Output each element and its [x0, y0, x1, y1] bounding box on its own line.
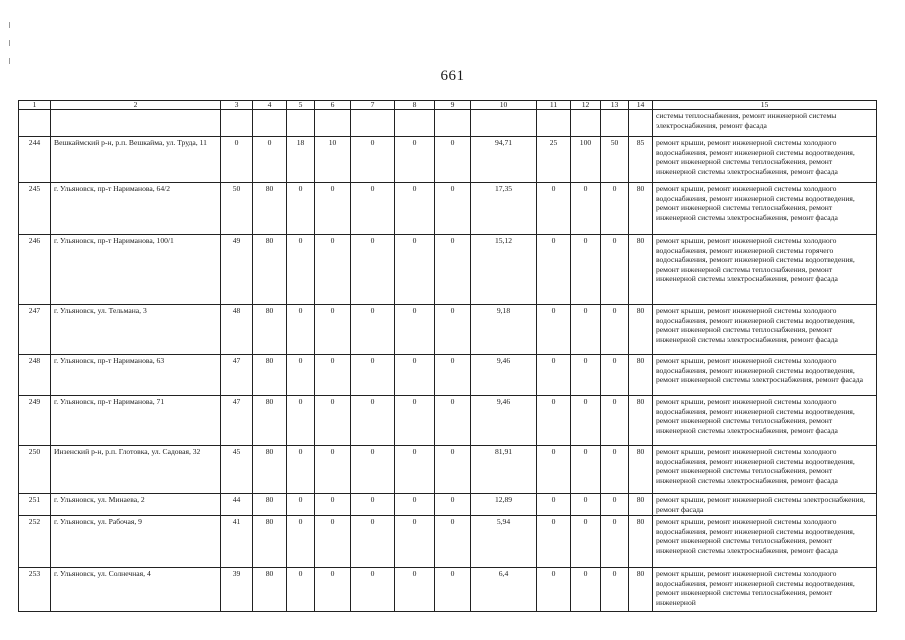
works-cell: ремонт крыши, ремонт инженерной системы холодного водоснабжения, ремонт инженерной системы горячего водоснабжения, ремонт инженерной системы водоотведения, ремонт инженерной системы теплоснабжения, ремонт инженерной системы электроснабжения, ремонт фасада — [653, 235, 877, 305]
value-cell-5: 0 — [287, 235, 315, 305]
empty-cell — [537, 110, 571, 137]
value-cell-13: 0 — [601, 396, 629, 446]
value-cell-5: 0 — [287, 516, 315, 568]
value-cell-11: 0 — [537, 494, 571, 516]
value-cell-11: 0 — [537, 235, 571, 305]
value-cell-10: 15,12 — [471, 235, 537, 305]
value-cell-7: 0 — [351, 516, 395, 568]
column-number-row — [19, 101, 877, 110]
value-cell-13: 0 — [601, 516, 629, 568]
value-cell-6: 0 — [315, 396, 351, 446]
value-cell-5: 0 — [287, 183, 315, 235]
address-cell: г. Ульяновск, пр-т Нариманова, 63 — [51, 355, 221, 396]
value-cell-3: 50 — [221, 183, 253, 235]
table-row — [19, 568, 877, 612]
value-cell-7: 0 — [351, 494, 395, 516]
table-row — [19, 137, 877, 183]
address-cell: г. Ульяновск, пр-т Нариманова, 64/2 — [51, 183, 221, 235]
empty-cell — [471, 110, 537, 137]
value-cell-11: 0 — [537, 446, 571, 494]
value-cell-14: 80 — [629, 305, 653, 355]
empty-cell — [571, 110, 601, 137]
value-cell-11: 0 — [537, 355, 571, 396]
value-cell-9: 0 — [435, 568, 471, 612]
value-cell-5: 0 — [287, 305, 315, 355]
row-number-cell: 251 — [19, 494, 51, 516]
value-cell-12: 100 — [571, 137, 601, 183]
works-cell: ремонт крыши, ремонт инженерной системы электроснабжения, ремонт фасада — [653, 494, 877, 516]
value-cell-5: 0 — [287, 568, 315, 612]
value-cell-3: 39 — [221, 568, 253, 612]
value-cell-9: 0 — [435, 494, 471, 516]
value-cell-12: 0 — [571, 446, 601, 494]
value-cell-5: 0 — [287, 355, 315, 396]
value-cell-10: 94,71 — [471, 137, 537, 183]
row-number-cell: 253 — [19, 568, 51, 612]
value-cell-14: 80 — [629, 396, 653, 446]
value-cell-4: 80 — [253, 235, 287, 305]
column-number-10: 10 — [471, 101, 537, 110]
row-number-cell: 248 — [19, 355, 51, 396]
value-cell-4: 80 — [253, 446, 287, 494]
column-number-8: 8 — [395, 101, 435, 110]
value-cell-4: 80 — [253, 494, 287, 516]
value-cell-3: 0 — [221, 137, 253, 183]
value-cell-14: 80 — [629, 355, 653, 396]
value-cell-14: 80 — [629, 446, 653, 494]
value-cell-5: 0 — [287, 494, 315, 516]
value-cell-5: 18 — [287, 137, 315, 183]
value-cell-12: 0 — [571, 494, 601, 516]
value-cell-6: 0 — [315, 516, 351, 568]
value-cell-13: 0 — [601, 305, 629, 355]
value-cell-7: 0 — [351, 305, 395, 355]
value-cell-7: 0 — [351, 235, 395, 305]
column-number-4: 4 — [253, 101, 287, 110]
value-cell-8: 0 — [395, 235, 435, 305]
column-number-2: 2 — [51, 101, 221, 110]
empty-cell — [629, 110, 653, 137]
address-cell: г. Ульяновск, пр-т Нариманова, 100/1 — [51, 235, 221, 305]
row-number-cell: 250 — [19, 446, 51, 494]
value-cell-12: 0 — [571, 396, 601, 446]
address-cell: Вешкаймский р-н, р.п. Вешкайма, ул. Труда, 11 — [51, 137, 221, 183]
value-cell-8: 0 — [395, 516, 435, 568]
value-cell-14: 80 — [629, 568, 653, 612]
table-row — [19, 396, 877, 446]
works-cell: ремонт крыши, ремонт инженерной системы холодного водоснабжения, ремонт инженерной системы водоотведения, ремонт инженерной системы теплоснабжения, ремонт инженерной системы электроснабжения, ремонт фасада — [653, 183, 877, 235]
address-cell: г. Ульяновск, ул. Солнечная, 4 — [51, 568, 221, 612]
value-cell-3: 44 — [221, 494, 253, 516]
value-cell-4: 80 — [253, 396, 287, 446]
empty-cell — [395, 110, 435, 137]
registry-table — [18, 100, 877, 612]
value-cell-11: 0 — [537, 183, 571, 235]
value-cell-12: 0 — [571, 305, 601, 355]
row-number-cell: 249 — [19, 396, 51, 446]
address-cell: Инзенский р-н, р.п. Глотовка, ул. Садовая, 32 — [51, 446, 221, 494]
value-cell-10: 17,35 — [471, 183, 537, 235]
value-cell-12: 0 — [571, 568, 601, 612]
column-number-14: 14 — [629, 101, 653, 110]
value-cell-14: 80 — [629, 183, 653, 235]
works-cell: ремонт крыши, ремонт инженерной системы холодного водоснабжения, ремонт инженерной системы водоотведения, ремонт инженерной системы теплоснабжения, ремонт инженерной системы электроснабжения, ремонт фасада — [653, 396, 877, 446]
table-row — [19, 446, 877, 494]
value-cell-9: 0 — [435, 396, 471, 446]
value-cell-10: 9,46 — [471, 355, 537, 396]
value-cell-10: 12,89 — [471, 494, 537, 516]
empty-cell — [315, 110, 351, 137]
value-cell-8: 0 — [395, 396, 435, 446]
value-cell-9: 0 — [435, 137, 471, 183]
works-cell: ремонт крыши, ремонт инженерной системы холодного водоснабжения, ремонт инженерной системы водоотведения, ремонт инженерной системы теплоснабжения, ремонт инженерной системы электроснабжения, ремонт фасада — [653, 446, 877, 494]
value-cell-3: 47 — [221, 355, 253, 396]
value-cell-4: 0 — [253, 137, 287, 183]
column-number-12: 12 — [571, 101, 601, 110]
value-cell-13: 0 — [601, 183, 629, 235]
empty-cell — [601, 110, 629, 137]
value-cell-14: 80 — [629, 516, 653, 568]
value-cell-4: 80 — [253, 568, 287, 612]
table-row — [19, 183, 877, 235]
value-cell-14: 80 — [629, 494, 653, 516]
value-cell-8: 0 — [395, 446, 435, 494]
value-cell-10: 5,94 — [471, 516, 537, 568]
value-cell-3: 45 — [221, 446, 253, 494]
value-cell-9: 0 — [435, 183, 471, 235]
value-cell-8: 0 — [395, 183, 435, 235]
value-cell-6: 0 — [315, 568, 351, 612]
value-cell-5: 0 — [287, 396, 315, 446]
value-cell-9: 0 — [435, 516, 471, 568]
value-cell-12: 0 — [571, 516, 601, 568]
value-cell-4: 80 — [253, 183, 287, 235]
works-cell: ремонт крыши, ремонт инженерной системы холодного водоснабжения, ремонт инженерной системы водоотведения, ремонт инженерной системы теплоснабжения, ремонт инженерной — [653, 568, 877, 612]
empty-cell — [253, 110, 287, 137]
table-row — [19, 355, 877, 396]
row-number-cell: 252 — [19, 516, 51, 568]
column-number-1: 1 — [19, 101, 51, 110]
value-cell-6: 0 — [315, 183, 351, 235]
value-cell-9: 0 — [435, 305, 471, 355]
value-cell-9: 0 — [435, 355, 471, 396]
value-cell-11: 0 — [537, 516, 571, 568]
row-number-cell: 244 — [19, 137, 51, 183]
value-cell-5: 0 — [287, 446, 315, 494]
value-cell-6: 0 — [315, 494, 351, 516]
value-cell-13: 0 — [601, 568, 629, 612]
value-cell-8: 0 — [395, 568, 435, 612]
value-cell-3: 41 — [221, 516, 253, 568]
value-cell-4: 80 — [253, 355, 287, 396]
column-number-15: 15 — [653, 101, 877, 110]
value-cell-7: 0 — [351, 396, 395, 446]
value-cell-14: 85 — [629, 137, 653, 183]
value-cell-4: 80 — [253, 305, 287, 355]
value-cell-8: 0 — [395, 305, 435, 355]
page-number: 661 — [440, 68, 465, 84]
value-cell-9: 0 — [435, 446, 471, 494]
value-cell-3: 49 — [221, 235, 253, 305]
empty-cell — [287, 110, 315, 137]
value-cell-4: 80 — [253, 516, 287, 568]
address-cell: г. Ульяновск, ул. Рабочая, 9 — [51, 516, 221, 568]
table-row — [19, 516, 877, 568]
value-cell-12: 0 — [571, 235, 601, 305]
value-cell-6: 0 — [315, 305, 351, 355]
column-number-11: 11 — [537, 101, 571, 110]
column-number-5: 5 — [287, 101, 315, 110]
value-cell-8: 0 — [395, 137, 435, 183]
value-cell-12: 0 — [571, 355, 601, 396]
value-cell-13: 50 — [601, 137, 629, 183]
column-number-6: 6 — [315, 101, 351, 110]
value-cell-6: 10 — [315, 137, 351, 183]
address-cell: г. Ульяновск, ул. Минаева, 2 — [51, 494, 221, 516]
empty-cell — [221, 110, 253, 137]
value-cell-3: 47 — [221, 396, 253, 446]
value-cell-10: 9,18 — [471, 305, 537, 355]
table-row — [19, 305, 877, 355]
value-cell-12: 0 — [571, 183, 601, 235]
value-cell-13: 0 — [601, 494, 629, 516]
value-cell-7: 0 — [351, 355, 395, 396]
value-cell-14: 80 — [629, 235, 653, 305]
value-cell-6: 0 — [315, 355, 351, 396]
works-cell: ремонт крыши, ремонт инженерной системы холодного водоснабжения, ремонт инженерной системы водоотведения, ремонт инженерной системы теплоснабжения, ремонт инженерной системы электроснабжения, ремонт фасада — [653, 305, 877, 355]
value-cell-10: 9,46 — [471, 396, 537, 446]
works-cell: ремонт крыши, ремонт инженерной системы холодного водоснабжения, ремонт инженерной системы водоотведения, ремонт инженерной системы теплоснабжения, ремонт инженерной системы электроснабжения, ремонт фасада — [653, 516, 877, 568]
address-cell: г. Ульяновск, пр-т Нариманова, 71 — [51, 396, 221, 446]
table-row — [19, 494, 877, 516]
value-cell-7: 0 — [351, 183, 395, 235]
value-cell-6: 0 — [315, 235, 351, 305]
value-cell-8: 0 — [395, 494, 435, 516]
empty-cell — [351, 110, 395, 137]
value-cell-11: 0 — [537, 568, 571, 612]
value-cell-11: 0 — [537, 305, 571, 355]
column-number-3: 3 — [221, 101, 253, 110]
value-cell-10: 81,91 — [471, 446, 537, 494]
value-cell-13: 0 — [601, 446, 629, 494]
address-cell: г. Ульяновск, ул. Тельмана, 3 — [51, 305, 221, 355]
value-cell-11: 25 — [537, 137, 571, 183]
value-cell-3: 48 — [221, 305, 253, 355]
column-number-7: 7 — [351, 101, 395, 110]
empty-cell — [51, 110, 221, 137]
value-cell-8: 0 — [395, 355, 435, 396]
row-number-cell: 246 — [19, 235, 51, 305]
value-cell-10: 6,4 — [471, 568, 537, 612]
row-number-cell: 245 — [19, 183, 51, 235]
value-cell-13: 0 — [601, 235, 629, 305]
continuation-row — [19, 110, 877, 137]
works-cell: ремонт крыши, ремонт инженерной системы холодного водоснабжения, ремонт инженерной системы водоотведения, ремонт инженерной системы теплоснабжения, ремонт инженерной системы электроснабжения, ремонт фасада — [653, 137, 877, 183]
column-number-9: 9 — [435, 101, 471, 110]
value-cell-7: 0 — [351, 446, 395, 494]
value-cell-11: 0 — [537, 396, 571, 446]
table-row — [19, 235, 877, 305]
works-cell: системы теплоснабжения, ремонт инженерной системы электроснабжения, ремонт фасада — [653, 110, 877, 137]
column-number-13: 13 — [601, 101, 629, 110]
value-cell-7: 0 — [351, 137, 395, 183]
works-cell: ремонт крыши, ремонт инженерной системы холодного водоснабжения, ремонт инженерной системы водоотведения, ремонт инженерной системы электроснабжения, ремонт фасада — [653, 355, 877, 396]
value-cell-7: 0 — [351, 568, 395, 612]
empty-cell — [435, 110, 471, 137]
value-cell-13: 0 — [601, 355, 629, 396]
value-cell-6: 0 — [315, 446, 351, 494]
row-number-cell: 247 — [19, 305, 51, 355]
value-cell-9: 0 — [435, 235, 471, 305]
empty-cell — [19, 110, 51, 137]
